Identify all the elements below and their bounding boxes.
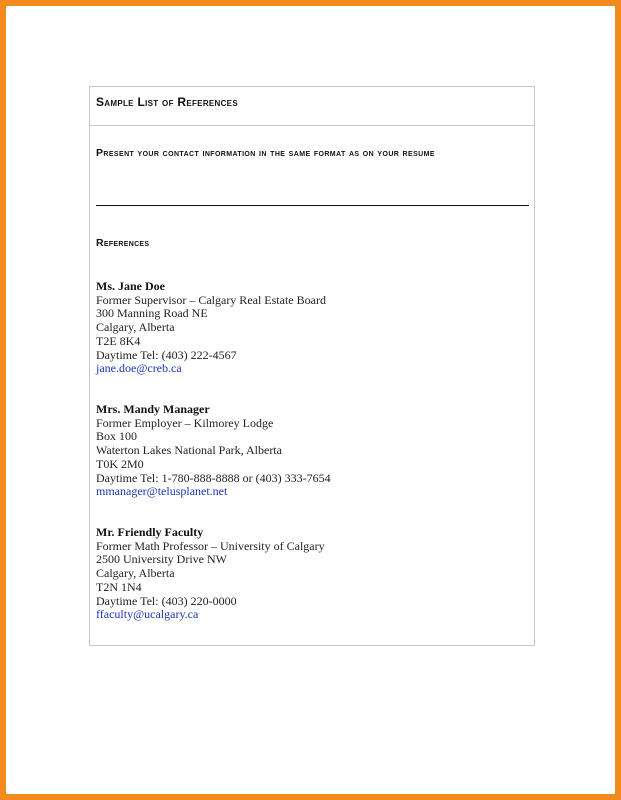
reference-address-line1: 300 Manning Road NE bbox=[96, 306, 208, 321]
document-page bbox=[89, 86, 535, 646]
references-heading: References bbox=[96, 237, 150, 249]
reference-email-link[interactable]: mmanager@telusplanet.net bbox=[96, 484, 228, 499]
reference-address-line2: Calgary, Alberta bbox=[96, 566, 175, 581]
reference-email-link[interactable]: ffaculty@ucalgary.ca bbox=[96, 607, 199, 622]
reference-postal-code: T2E 8K4 bbox=[96, 333, 141, 348]
reference-address-line2: Calgary, Alberta bbox=[96, 320, 175, 335]
reference-address-line1: 2500 University Drive NW bbox=[96, 552, 227, 567]
document-title: Sample List of References bbox=[96, 95, 238, 109]
reference-position: Former Math Professor – University of Calgary bbox=[96, 538, 325, 553]
reference-postal-code: T2N 1N4 bbox=[96, 579, 142, 594]
reference-email-link[interactable]: jane.doe@creb.ca bbox=[96, 361, 182, 376]
reference-phone: Daytime Tel: 1-780-888-8888 or (403) 333-7654 bbox=[96, 470, 331, 485]
reference-postal-code: T0K 2M0 bbox=[96, 456, 144, 471]
reference-name: Mrs. Mandy Manager bbox=[96, 402, 210, 416]
reference-name: Mr. Friendly Faculty bbox=[96, 525, 204, 539]
instruction-text: Present your contact information in the same format as on your resume bbox=[96, 147, 435, 159]
divider-line bbox=[96, 205, 529, 206]
reference-phone: Daytime Tel: (403) 220-0000 bbox=[96, 593, 237, 608]
reference-name: Ms. Jane Doe bbox=[96, 279, 165, 293]
reference-address-line1: Box 100 bbox=[96, 429, 138, 444]
reference-entry bbox=[96, 526, 526, 622]
reference-entry bbox=[96, 403, 526, 499]
reference-position: Former Employer – Kilmorey Lodge bbox=[96, 415, 274, 430]
reference-phone: Daytime Tel: (403) 222-4567 bbox=[96, 347, 237, 362]
reference-address-line2: Waterton Lakes National Park, Alberta bbox=[96, 443, 282, 458]
document-header bbox=[90, 87, 534, 126]
reference-position: Former Supervisor – Calgary Real Estate Board bbox=[96, 292, 326, 307]
reference-entry bbox=[96, 280, 526, 376]
